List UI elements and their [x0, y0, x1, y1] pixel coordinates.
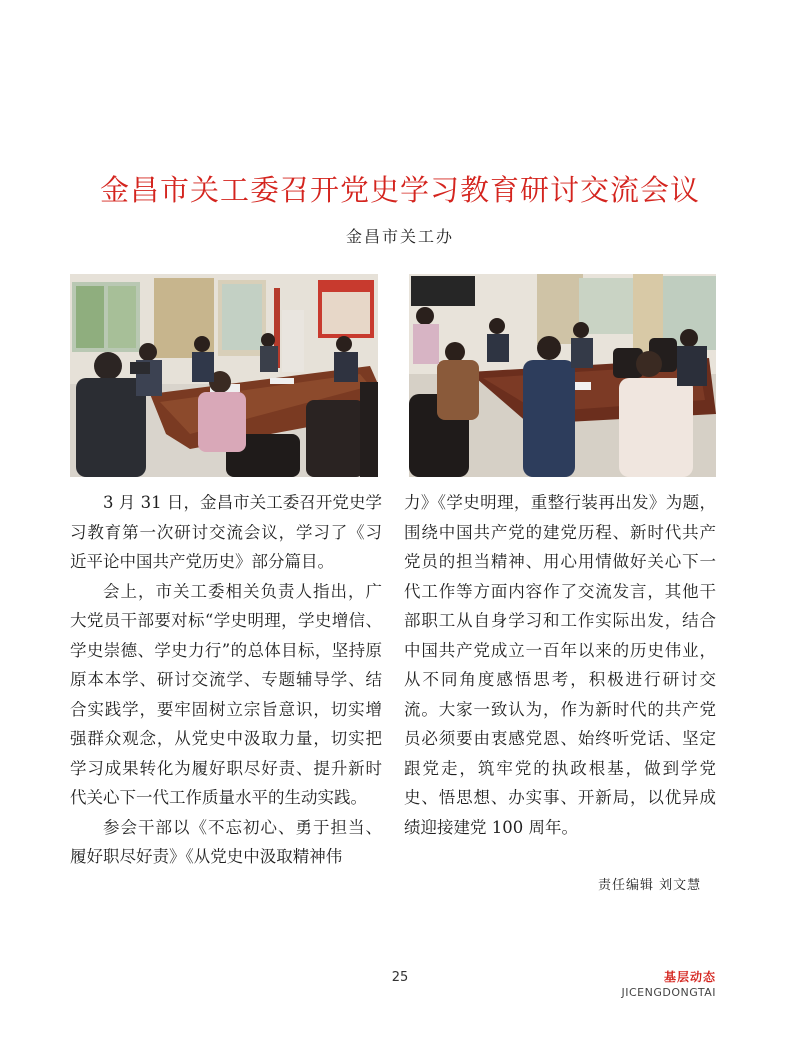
paragraph: 会上，市关工委相关负责人指出，广大党员干部要对标“学史明理，学史增信、学史崇德、学史力行”的总体目标，坚持原原本本学、研讨交流学、专题辅导学、结合实践学，要牢固树立宗旨意识，切实增强群众观念，从党史中汲取力量，切实把学习成果转化为履好职尽好责、提升新时代关心下一代工作质量水平的生动实践。	[70, 581, 382, 807]
article-column-right	[404, 488, 716, 842]
section-label	[622, 968, 717, 999]
section-label-en: JICENGDONGTAI	[621, 986, 716, 999]
article-column-left	[70, 488, 382, 872]
meeting-photo-left	[70, 274, 378, 477]
paragraph: 3 月 31 日，金昌市关工委召开党史学习教育第一次研讨交流会议，学习了《习近平论中国共产党历史》部分篇目。	[70, 493, 382, 571]
editor-credit: 责任编辑 刘文慧	[598, 878, 702, 893]
page-number: 25	[391, 970, 409, 985]
paragraph: 参会干部以《不忘初心、勇于担当、履好职尽好责》《从党史中汲取精神伟	[70, 817, 382, 866]
article-author: 金昌市关工办	[345, 227, 454, 246]
paragraph: 力》《学史明理，重整行装再出发》为题，围绕中国共产党的建党历程、新时代共产党员的担当精神、用心用情做好关心下一代工作等方面内容作了交流发言，其他干部职工从自身学习和工作实际出发，结合中国共产党成立一百年以来的历史伟业，从不同角度感悟思考，积极进行研讨交流。大家一致认为，作为新时代的共产党员必须要由衷感党恩、始终听党话、坚定跟党走，筑牢党的执政根基，做到学党史、悟思想、办实事、开新局，以优异成绩迎接建党 100 周年。	[404, 493, 716, 837]
meeting-photo-right	[409, 274, 716, 477]
section-label-cn: 基层动态	[663, 970, 716, 984]
article-title: 金昌市关工委召开党史学习教育研讨交流会议	[99, 173, 700, 207]
